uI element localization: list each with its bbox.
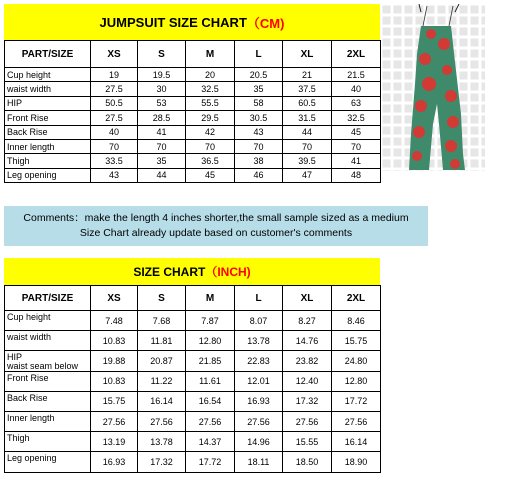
row-label — [5, 411, 91, 431]
table-cell: 15.75 — [332, 331, 381, 351]
comment-line-2: Size Chart already update based on customer's comments — [79, 227, 353, 239]
comment-line-1: Comments：make the length 4 inches shorter,the small sample sized as a medium — [23, 212, 409, 224]
row-label-text: Thigh — [7, 156, 30, 167]
table-row — [5, 82, 381, 96]
inch-chart-title — [4, 258, 380, 285]
table-header-row — [5, 41, 381, 68]
table-cell: 23.82 — [283, 351, 332, 371]
table-cell: 12.80 — [332, 371, 381, 391]
header-size: XL — [283, 286, 332, 311]
row-label — [5, 351, 91, 371]
table-cell: 58 — [235, 96, 283, 110]
table-cell: 70 — [91, 139, 138, 153]
row-label-text: Thigh — [7, 433, 30, 444]
row-label — [5, 331, 91, 351]
row-label — [5, 68, 91, 82]
table-row — [5, 331, 381, 351]
row-label-text: Inner length — [7, 141, 55, 152]
row-label-text: Inner length — [7, 412, 55, 423]
row-label-text: waist width — [7, 84, 52, 95]
table-cell: 19.88 — [91, 351, 138, 371]
table-cell: 70 — [283, 139, 332, 153]
table-cell: 13.78 — [235, 331, 283, 351]
table-cell: 20 — [186, 68, 235, 82]
header-size: M — [186, 286, 235, 311]
table-row — [5, 452, 381, 472]
table-row — [5, 68, 381, 82]
cm-chart-unit: （CM) — [246, 15, 285, 31]
table-cell: 7.87 — [186, 311, 235, 331]
table-cell: 24.80 — [332, 351, 381, 371]
table-cell: 44 — [138, 168, 186, 182]
table-cell: 16.14 — [332, 432, 381, 452]
table-cell: 17.32 — [138, 452, 186, 472]
table-cell: 55.5 — [186, 96, 235, 110]
table-cell: 27.5 — [91, 82, 138, 96]
table-row — [5, 96, 381, 110]
table-cell: 20.87 — [138, 351, 186, 371]
table-cell: 27.5 — [91, 111, 138, 125]
row-label — [5, 125, 91, 139]
table-cell: 40 — [332, 82, 381, 96]
table-cell: 14.37 — [186, 432, 235, 452]
cm-size-table — [4, 40, 381, 183]
cm-chart-title — [4, 4, 380, 40]
table-cell: 16.54 — [186, 391, 235, 411]
table-cell: 19.5 — [138, 68, 186, 82]
row-label — [5, 168, 91, 182]
table-cell: 27.56 — [186, 411, 235, 431]
table-cell: 19 — [91, 68, 138, 82]
table-cell: 43 — [235, 125, 283, 139]
table-cell: 31.5 — [283, 111, 332, 125]
row-label-text: Leg opening — [7, 453, 57, 464]
row-label-text: Leg opening — [7, 170, 57, 181]
table-cell: 32.5 — [332, 111, 381, 125]
table-row — [5, 371, 381, 391]
table-cell: 41 — [332, 154, 381, 168]
row-label-text: HIP — [7, 352, 23, 363]
table-cell: 53 — [138, 96, 186, 110]
row-label — [5, 311, 91, 331]
table-cell: 11.61 — [186, 371, 235, 391]
table-row — [5, 168, 381, 182]
table-cell: 50.5 — [91, 96, 138, 110]
table-row — [5, 432, 381, 452]
table-cell: 27.56 — [283, 411, 332, 431]
table-row — [5, 311, 381, 331]
row-label-subtext: waist seam below — [7, 362, 79, 371]
row-label — [5, 82, 91, 96]
table-cell: 18.50 — [283, 452, 332, 472]
table-cell: 42 — [186, 125, 235, 139]
table-cell: 27.56 — [235, 411, 283, 431]
row-label — [5, 96, 91, 110]
row-label — [5, 139, 91, 153]
table-cell: 43 — [91, 168, 138, 182]
header-size: 2XL — [332, 41, 381, 68]
table-cell: 12.40 — [283, 371, 332, 391]
table-cell: 70 — [186, 139, 235, 153]
table-row — [5, 154, 381, 168]
table-row — [5, 411, 381, 431]
table-cell: 37.5 — [283, 82, 332, 96]
table-cell: 18.90 — [332, 452, 381, 472]
table-cell: 16.93 — [235, 391, 283, 411]
table-cell: 46 — [235, 168, 283, 182]
table-cell: 70 — [138, 139, 186, 153]
table-cell: 70 — [235, 139, 283, 153]
table-cell: 11.81 — [138, 331, 186, 351]
inch-size-table — [4, 285, 381, 473]
table-cell: 14.76 — [283, 331, 332, 351]
table-cell: 8.27 — [283, 311, 332, 331]
table-cell: 14.96 — [235, 432, 283, 452]
table-cell: 12.01 — [235, 371, 283, 391]
table-cell: 30.5 — [235, 111, 283, 125]
table-cell: 16.14 — [138, 391, 186, 411]
table-row — [5, 391, 381, 411]
table-cell: 32.5 — [186, 82, 235, 96]
header-size: S — [138, 41, 186, 68]
table-cell: 27.56 — [138, 411, 186, 431]
table-cell: 27.56 — [332, 411, 381, 431]
row-label — [5, 452, 91, 472]
table-cell: 15.75 — [91, 391, 138, 411]
table-cell: 7.48 — [91, 311, 138, 331]
table-cell: 21 — [283, 68, 332, 82]
inch-chart-unit: （INCH) — [205, 265, 251, 279]
table-cell: 13.19 — [91, 432, 138, 452]
header-size: S — [138, 286, 186, 311]
table-cell: 28.5 — [138, 111, 186, 125]
row-label — [5, 154, 91, 168]
table-cell: 40 — [91, 125, 138, 139]
table-cell: 11.22 — [138, 371, 186, 391]
table-cell: 16.93 — [91, 452, 138, 472]
table-row — [5, 125, 381, 139]
table-cell: 47 — [283, 168, 332, 182]
header-size: 2XL — [332, 286, 381, 311]
table-cell: 8.46 — [332, 311, 381, 331]
header-size: L — [235, 286, 283, 311]
header-part-size: PART/SIZE — [5, 41, 91, 68]
row-label-text: Cup height — [7, 69, 51, 80]
table-cell: 48 — [332, 168, 381, 182]
table-cell: 70 — [332, 139, 381, 153]
table-cell: 17.32 — [283, 391, 332, 411]
product-photo — [381, 4, 485, 171]
table-cell: 60.5 — [283, 96, 332, 110]
table-cell: 22.83 — [235, 351, 283, 371]
row-label — [5, 432, 91, 452]
table-cell: 15.55 — [283, 432, 332, 452]
table-row — [5, 111, 381, 125]
table-cell: 27.56 — [91, 411, 138, 431]
table-cell: 41 — [138, 125, 186, 139]
header-size: XS — [91, 286, 138, 311]
table-cell: 44 — [283, 125, 332, 139]
table-cell: 33.5 — [91, 154, 138, 168]
cm-chart-title-text: JUMPSUIT SIZE CHART — [99, 14, 247, 30]
table-cell: 8.07 — [235, 311, 283, 331]
table-cell: 29.5 — [186, 111, 235, 125]
row-label-text: Back Rise — [7, 392, 48, 403]
row-label-text: waist width — [7, 332, 52, 343]
header-size: M — [186, 41, 235, 68]
table-cell: 35 — [235, 82, 283, 96]
header-part-size: PART/SIZE — [5, 286, 91, 311]
comment-box — [4, 206, 428, 246]
table-cell: 12.80 — [186, 331, 235, 351]
table-cell: 38 — [235, 154, 283, 168]
table-cell: 45 — [332, 125, 381, 139]
row-label — [5, 111, 91, 125]
row-label-text: Front Rise — [7, 112, 49, 123]
row-label-text: Cup height — [7, 312, 51, 322]
row-label — [5, 391, 91, 411]
table-cell: 10.83 — [91, 371, 138, 391]
table-cell: 21.85 — [186, 351, 235, 371]
header-size: XS — [91, 41, 138, 68]
table-header-row — [5, 286, 381, 311]
row-label-text: HIP — [7, 98, 23, 109]
inch-chart-title-text: SIZE CHART — [133, 264, 206, 279]
table-cell: 35 — [138, 154, 186, 168]
header-size: XL — [283, 41, 332, 68]
table-cell: 7.68 — [138, 311, 186, 331]
table-cell: 17.72 — [332, 391, 381, 411]
table-cell: 21.5 — [332, 68, 381, 82]
table-cell: 63 — [332, 96, 381, 110]
table-row — [5, 351, 381, 371]
table-cell: 36.5 — [186, 154, 235, 168]
table-cell: 30 — [138, 82, 186, 96]
jumpsuit-photo-icon — [381, 4, 485, 171]
table-cell: 39.5 — [283, 154, 332, 168]
table-cell: 10.83 — [91, 331, 138, 351]
table-cell: 20.5 — [235, 68, 283, 82]
table-cell: 18.11 — [235, 452, 283, 472]
table-cell: 45 — [186, 168, 235, 182]
table-row — [5, 139, 381, 153]
header-size: L — [235, 41, 283, 68]
row-label-text: Front Rise — [7, 372, 49, 383]
row-label-text: Back Rise — [7, 127, 48, 138]
row-label — [5, 371, 91, 391]
table-cell: 17.72 — [186, 452, 235, 472]
table-cell: 13.78 — [138, 432, 186, 452]
